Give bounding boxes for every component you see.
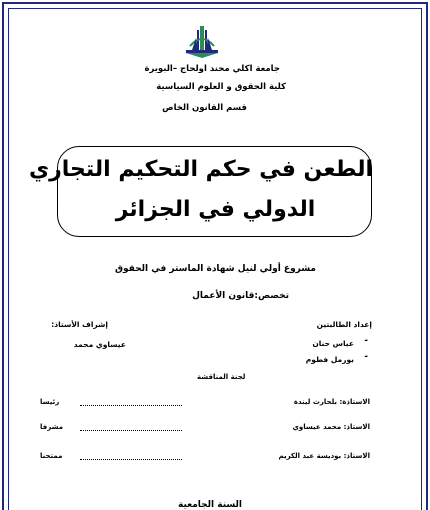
dotted-line: [80, 459, 182, 460]
jury-member-name: الاستاذ: محمد عيساوي: [292, 423, 370, 431]
department-name: قسم القانون الخاص: [162, 103, 247, 113]
thesis-title-line-1: الطعن في حكم التحكيم التجاري: [28, 157, 373, 182]
student-bullet: -: [364, 352, 368, 362]
jury-member-name: الاستاذة: بلحارث ليندة: [293, 398, 370, 406]
jury-member-row: [40, 452, 370, 464]
dotted-line: [80, 405, 182, 406]
faculty-name: كلية الحقوق و العلوم السياسية: [156, 82, 286, 92]
jury-member-role: ممتحنا: [40, 452, 63, 460]
jury-member-role: مشرفا: [40, 423, 64, 431]
supervisor-label: إشراف الأستاذ:: [51, 320, 108, 329]
dotted-line: [80, 430, 182, 431]
jury-member-row: [40, 423, 370, 435]
university-name: جامعة اكلي محند اولحاج –البويرة: [144, 64, 280, 74]
jury-member-role: رئيسا: [40, 398, 60, 406]
students-label: إعداد الطالبتين: [316, 320, 372, 329]
jury-member-name: الاستاذ: بوديسة عبد الكريم: [278, 452, 370, 460]
academic-year: السنة الجامعية: [178, 500, 243, 510]
jury-title: لجنة المناقشة: [197, 373, 246, 381]
student-name: عباس حنان: [312, 339, 354, 348]
supervisor-name: عيساوي محمد: [73, 340, 126, 349]
project-description: مشروع أولي لنيل شهادة الماستر في الحقوق: [114, 264, 316, 274]
jury-member-row: [40, 398, 370, 410]
university-logo-icon: [182, 24, 222, 60]
student-bullet: -: [364, 336, 368, 346]
thesis-title-box: [28, 146, 373, 237]
student-name: بورمل فطوم: [305, 355, 354, 364]
specialty: تخصص:قانون الأعمال: [192, 291, 289, 301]
thesis-title-line-2: الدولي في الجزائر: [115, 197, 316, 222]
